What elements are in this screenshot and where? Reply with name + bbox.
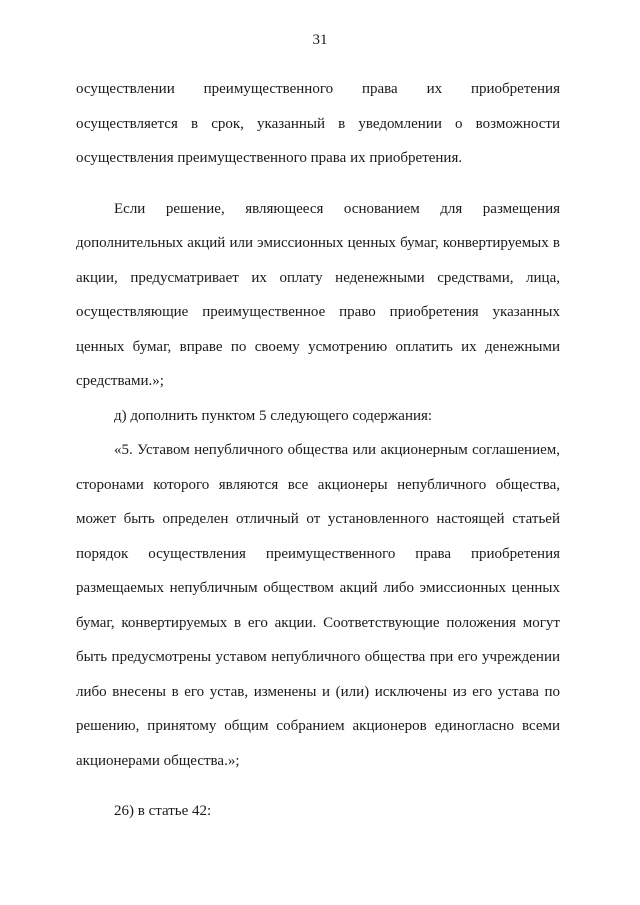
paragraph-continuation: осуществлении преимущественного права их приобретения осуществляется в срок, указанный в уведомлении о возможности осуществления преимущественного права их приобретения. [76,81,560,166]
paragraph-amendment-d: д) дополнить пунктом 5 следующего содержания: [114,407,433,424]
paragraph-article-42: 26) в статье 42: [114,803,212,819]
paragraph-clause-5: «5. Уставом непубличного общества или акционерным соглашением, сторонами которого являются все акционеры непубличного общества, может быть определен отличный от установленного настоящей статьей порядок осуществления преимущественного права приобретения размещаемых непубличным обществом акций либо эмиссионных ценных бумаг, конвертируемых в его акции. Соответствующие положения могут быть предусмотрены уставом непубличного общества при его учреждении либо внесены в его устав, изменены и (или) исключены из его устава по решению, принятому общим собранием акционеров единогласно всеми акционерами общества.»; [76,442,560,769]
document-body [76,72,560,829]
paragraph-payment-option: Если решение, являющееся основанием для размещения дополнительных акций или эмиссионных ценных бумаг, конвертируемых в акции, предусматривает их оплату неденежными средствами, лица, осуществляющие преимущественное право приобретения указанных ценных бумаг, вправе по своему усмотрению оплатить их денежными средствами.»; [76,200,560,389]
page-number: 31 [312,32,328,48]
